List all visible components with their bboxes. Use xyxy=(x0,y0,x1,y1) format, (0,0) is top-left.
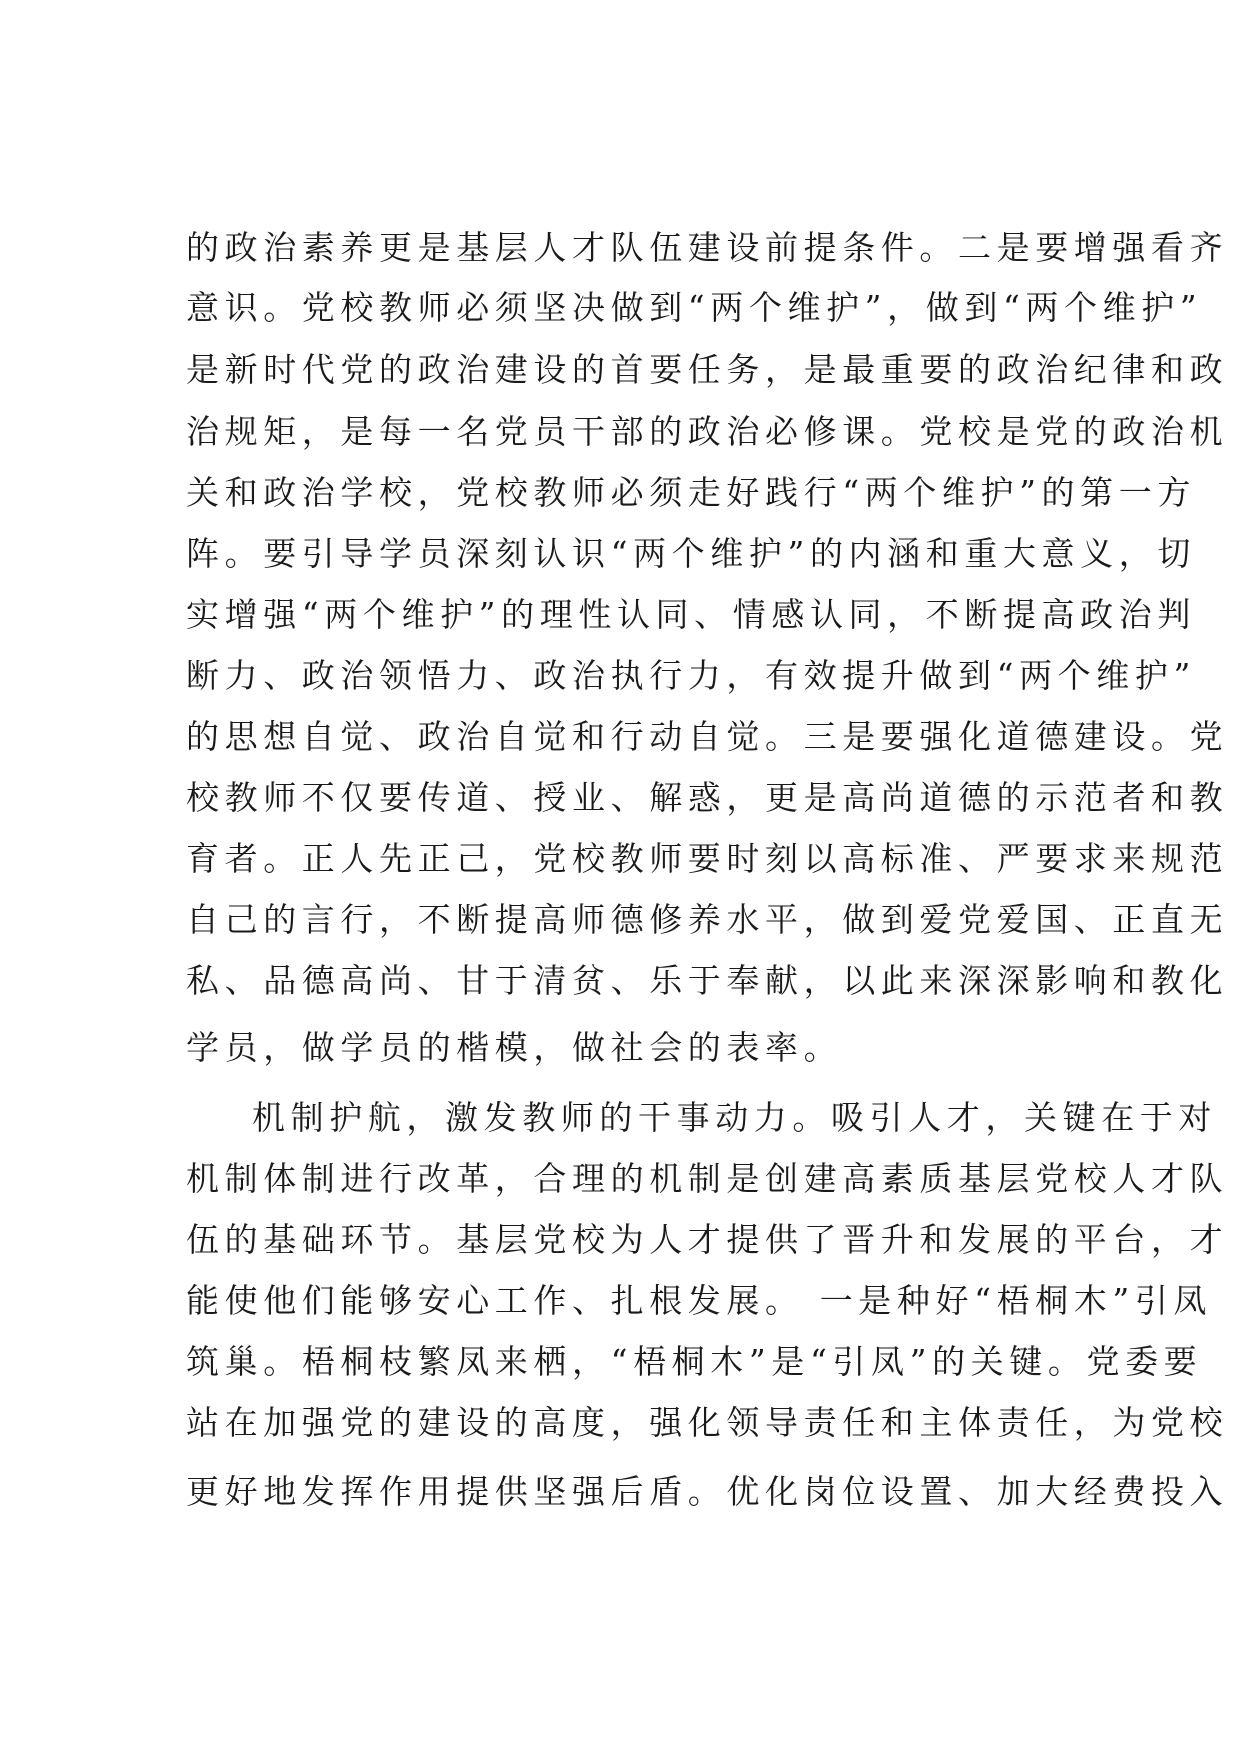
text-line: 的政治素养更是基层人才队伍建设前提条件。二是要增强看齐 xyxy=(186,228,1229,267)
text-line: 能使他们能够安心工作、扎根发展。 一是种好“梧桐木”引凤 xyxy=(186,1281,1213,1320)
text-line: 机制体制进行改革，合理的机制是创建高素质基层党校人才队 xyxy=(186,1159,1229,1198)
text-line: 站在加强党的建设的高度，强化领导责任和主体责任，为党校 xyxy=(186,1403,1229,1442)
paragraph-first-line: 机制护航，激发教师的干事动力。吸引人才，关键在于对 xyxy=(252,1098,1217,1137)
text-line: 是新时代党的政治建设的首要任务，是最重要的政治纪律和政 xyxy=(186,350,1229,389)
text-line: 关和政治学校，党校教师必须走好践行“两个维护”的第一方 xyxy=(186,473,1196,512)
text-line: 伍的基础环节。基层党校为人才提供了晋升和发展的平台，才 xyxy=(186,1220,1229,1259)
text-line: 的思想自觉、政治自觉和行动自觉。三是要强化道德建设。党 xyxy=(186,717,1229,756)
text-line: 阵。要引导学员深刻认识“两个维护”的内涵和重大意义，切 xyxy=(186,534,1196,573)
text-line: 筑巢。梧桐枝繁凤来栖，“梧桐木”是“引凤”的关键。党委要 xyxy=(186,1342,1203,1381)
text-line: 校教师不仅要传道、授业、解惑，更是高尚道德的示范者和教 xyxy=(186,778,1229,817)
text-line: 意识。党校教师必须坚决做到“两个维护”，做到“两个维护” xyxy=(186,288,1203,327)
text-line: 学员，做学员的楷模，做社会的表率。 xyxy=(186,1028,843,1067)
text-line: 自己的言行，不断提高师德修养水平，做到爱党爱国、正直无 xyxy=(186,900,1229,939)
text-line: 育者。正人先正己，党校教师要时刻以高标准、严要求来规范 xyxy=(186,839,1229,878)
text-line: 实增强“两个维护”的理性认同、情感认同，不断提高政治判 xyxy=(186,595,1196,634)
text-line: 断力、政治领悟力、政治执行力，有效提升做到“两个维护” xyxy=(186,656,1196,695)
text-line: 治规矩，是每一名党员干部的政治必修课。党校是党的政治机 xyxy=(186,412,1229,451)
text-line: 私、品德高尚、甘于清贫、乐于奉献，以此来深深影响和教化 xyxy=(186,961,1229,1000)
text-line: 更好地发挥作用提供坚强后盾。优化岗位设置、加大经费投入 xyxy=(186,1472,1229,1511)
